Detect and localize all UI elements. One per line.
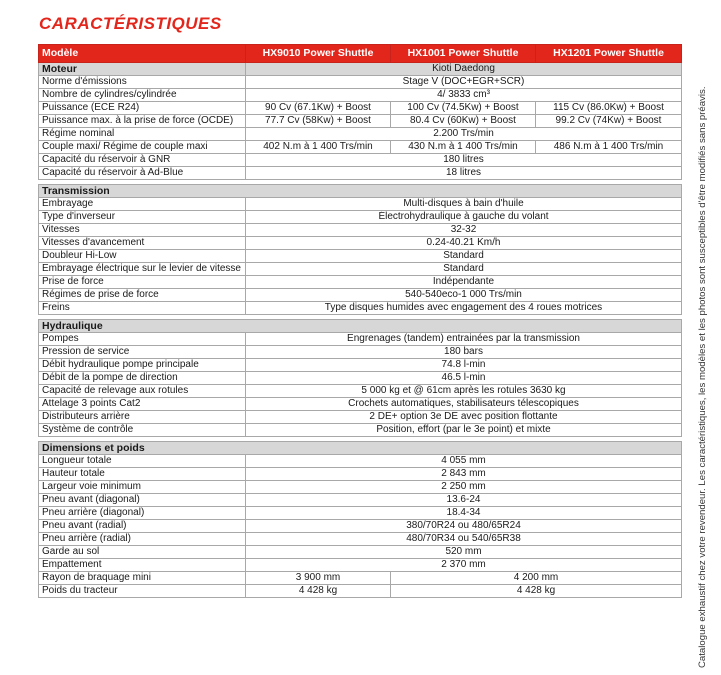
row-label: Longueur totale	[39, 455, 246, 468]
disclaimer-note: Catalogue exhaustif chez votre revendeur. Les caractéristiques, les modèles et les photos sont susceptibles d'être modifiés sans préavis.	[697, 86, 708, 668]
table-row	[39, 359, 682, 372]
table-row	[39, 250, 682, 263]
row-value: 80.4 Cv (60Kw) + Boost	[391, 115, 536, 128]
row-value: Stage V (DOC+EGR+SCR)	[246, 76, 682, 89]
row-label: Hauteur totale	[39, 468, 246, 481]
row-label: Vitesses d'avancement	[39, 237, 246, 250]
row-label: Embrayage électrique sur le levier de vitesse	[39, 263, 246, 276]
row-value: Standard	[246, 250, 682, 263]
row-value: Type disques humides avec engagement des 4 roues motrices	[246, 302, 682, 315]
row-label: Pneu arrière (radial)	[39, 533, 246, 546]
row-label: Empattement	[39, 559, 246, 572]
table-row	[39, 128, 682, 141]
row-label: Distributeurs arrière	[39, 411, 246, 424]
row-value: 4 200 mm	[391, 572, 682, 585]
table-row	[39, 585, 682, 598]
row-label: Nombre de cylindres/cylindrée	[39, 89, 246, 102]
table-row	[39, 385, 682, 398]
table-row	[39, 468, 682, 481]
row-label: Freins	[39, 302, 246, 315]
table-row	[39, 89, 682, 102]
row-value: Électrohydraulique à gauche du volant	[246, 211, 682, 224]
table-row	[39, 411, 682, 424]
table-row	[39, 76, 682, 89]
table-row	[39, 559, 682, 572]
row-value: 4 055 mm	[246, 455, 682, 468]
row-label: Couple maxi/ Régime de couple maxi	[39, 141, 246, 154]
table-row	[39, 520, 682, 533]
table-row	[39, 572, 682, 585]
header-hx9010: HX9010 Power Shuttle	[246, 45, 391, 63]
table-row	[39, 276, 682, 289]
table-row	[39, 167, 682, 180]
row-value: 2.200 Trs/min	[246, 128, 682, 141]
row-label: Puissance max. à la prise de force (OCDE)	[39, 115, 246, 128]
table-row	[39, 455, 682, 468]
section-dimensions	[39, 442, 682, 455]
table-row	[39, 546, 682, 559]
row-label: Débit de la pompe de direction	[39, 372, 246, 385]
table-row	[39, 224, 682, 237]
row-value: 486 N.m à 1 400 Trs/min	[536, 141, 682, 154]
row-value: Multi-disques à bain d'huile	[246, 198, 682, 211]
row-label: Type d'inverseur	[39, 211, 246, 224]
row-value: 540-540eco-1 000 Trs/min	[246, 289, 682, 302]
row-label: Norme d'émissions	[39, 76, 246, 89]
row-label: Pompes	[39, 333, 246, 346]
row-label: Pression de service	[39, 346, 246, 359]
section-title: Moteur	[39, 63, 246, 76]
row-value: 74.8 l-min	[246, 359, 682, 372]
table-row	[39, 372, 682, 385]
page-title: CARACTÉRISTIQUES	[39, 14, 222, 33]
table-row	[39, 494, 682, 507]
row-value: 18.4-34	[246, 507, 682, 520]
row-value: Position, effort (par le 3e point) et mixte	[246, 424, 682, 437]
table-row	[39, 102, 682, 115]
row-value: Standard	[246, 263, 682, 276]
row-label: Garde au sol	[39, 546, 246, 559]
row-value: 32-32	[246, 224, 682, 237]
row-value: 3 900 mm	[246, 572, 391, 585]
row-value: 430 N.m à 1 400 Trs/min	[391, 141, 536, 154]
row-label: Pneu avant (diagonal)	[39, 494, 246, 507]
row-value: 46.5 l-min	[246, 372, 682, 385]
section-transmission	[39, 185, 682, 198]
table-row	[39, 533, 682, 546]
row-value: Engrenages (tandem) entrainées par la transmission	[246, 333, 682, 346]
table-row	[39, 424, 682, 437]
row-value: 480/70R34 ou 540/65R38	[246, 533, 682, 546]
row-label: Régime nominal	[39, 128, 246, 141]
table-row	[39, 154, 682, 167]
header-model: Modèle	[39, 45, 246, 63]
row-value: 2 370 mm	[246, 559, 682, 572]
row-value: 180 bars	[246, 346, 682, 359]
row-value: 77.7 Cv (58Kw) + Boost	[246, 115, 391, 128]
table-header-row	[39, 45, 682, 63]
table-row	[39, 263, 682, 276]
table-row	[39, 302, 682, 315]
section-title: Transmission	[39, 185, 682, 198]
row-value: 402 N.m à 1 400 Trs/min	[246, 141, 391, 154]
table-row	[39, 237, 682, 250]
row-value: 380/70R24 ou 480/65R24	[246, 520, 682, 533]
row-value: 4 428 kg	[391, 585, 682, 598]
row-label: Rayon de braquage mini	[39, 572, 246, 585]
row-value: 2 250 mm	[246, 481, 682, 494]
row-label: Capacité du réservoir à GNR	[39, 154, 246, 167]
row-value: 2 843 mm	[246, 468, 682, 481]
table-row	[39, 115, 682, 128]
table-row	[39, 346, 682, 359]
spec-table	[38, 44, 682, 598]
table-row	[39, 198, 682, 211]
engine-brand: Kioti Daedong	[246, 63, 682, 76]
row-value: 0.24-40.21 Km/h	[246, 237, 682, 250]
row-label: Capacité du réservoir à Ad-Blue	[39, 167, 246, 180]
row-label: Vitesses	[39, 224, 246, 237]
table-row	[39, 211, 682, 224]
row-value: 180 litres	[246, 154, 682, 167]
table-row	[39, 333, 682, 346]
row-value: 90 Cv (67.1Kw) + Boost	[246, 102, 391, 115]
table-row	[39, 481, 682, 494]
section-moteur	[39, 63, 682, 76]
row-label: Poids du tracteur	[39, 585, 246, 598]
table-row	[39, 289, 682, 302]
row-value: 4 428 kg	[246, 585, 391, 598]
row-label: Prise de force	[39, 276, 246, 289]
row-label: Embrayage	[39, 198, 246, 211]
row-label: Capacité de relevage aux rotules	[39, 385, 246, 398]
row-label: Pneu arrière (diagonal)	[39, 507, 246, 520]
row-label: Pneu avant (radial)	[39, 520, 246, 533]
section-title: Hydraulique	[39, 320, 682, 333]
row-value: 520 mm	[246, 546, 682, 559]
table-row	[39, 507, 682, 520]
row-label: Système de contrôle	[39, 424, 246, 437]
row-value: 99.2 Cv (74Kw) + Boost	[536, 115, 682, 128]
section-title: Dimensions et poids	[39, 442, 682, 455]
row-value: 5 000 kg et @ 61cm après les rotules 3630 kg	[246, 385, 682, 398]
row-value: 115 Cv (86.0Kw) + Boost	[536, 102, 682, 115]
table-row	[39, 141, 682, 154]
row-value: Indépendante	[246, 276, 682, 289]
row-value: 100 Cv (74.5Kw) + Boost	[391, 102, 536, 115]
row-label: Attelage 3 points Cat2	[39, 398, 246, 411]
header-hx1201: HX1201 Power Shuttle	[536, 45, 682, 63]
row-value: Crochets automatiques, stabilisateurs télescopiques	[246, 398, 682, 411]
row-label: Largeur voie minimum	[39, 481, 246, 494]
row-value: 18 litres	[246, 167, 682, 180]
header-hx1001: HX1001 Power Shuttle	[391, 45, 536, 63]
table-row	[39, 398, 682, 411]
row-value: 2 DE+ option 3e DE avec position flottante	[246, 411, 682, 424]
row-label: Régimes de prise de force	[39, 289, 246, 302]
section-hydraulique	[39, 320, 682, 333]
row-label: Puissance (ECE R24)	[39, 102, 246, 115]
row-value: 4/ 3833 cm³	[246, 89, 682, 102]
row-label: Doubleur Hi-Low	[39, 250, 246, 263]
row-label: Débit hydraulique pompe principale	[39, 359, 246, 372]
row-value: 13.6-24	[246, 494, 682, 507]
